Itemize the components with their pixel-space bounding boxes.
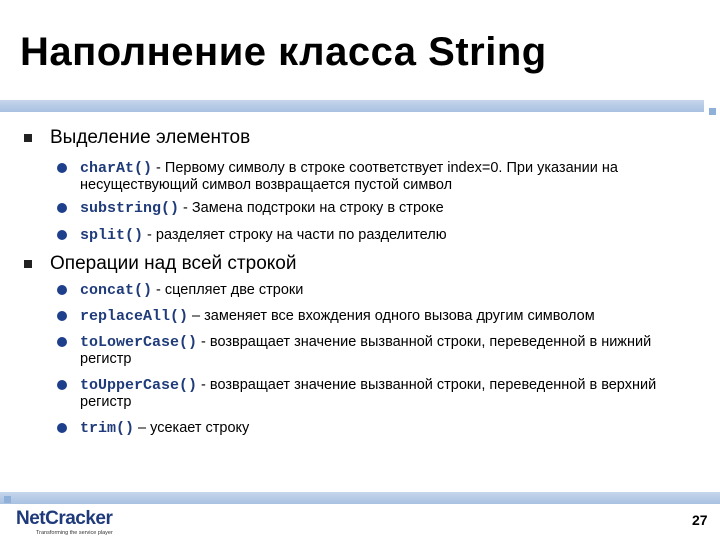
method-name: concat() [80, 282, 153, 299]
method-description: - Замена подстроки на строку в строке [179, 200, 444, 216]
method-name: replaceAll() [80, 308, 189, 325]
method-description: - возвращает значение вызванной строки, переведенной в верхний регистр [80, 377, 657, 410]
section-heading-text: Выделение элементов [50, 127, 251, 148]
method-description: - возвращает значение вызванной строки, переведенной в нижний регистр [80, 334, 652, 367]
round-bullet-icon [57, 311, 67, 321]
method-name: trim() [80, 420, 135, 437]
method-name: split() [80, 227, 144, 244]
method-name: toUpperCase() [80, 377, 198, 394]
round-bullet-icon [57, 163, 67, 173]
square-bullet-icon [24, 134, 32, 142]
method-name: toLowerCase() [80, 334, 198, 351]
slide-title: Наполнение класса String [20, 30, 547, 74]
method-description: – заменяет все вхождения одного вызова другим символом [188, 308, 595, 324]
round-bullet-icon [57, 285, 67, 295]
square-bullet-icon [24, 260, 32, 268]
method-name: charAt() [80, 160, 153, 177]
method-description: – усекает строку [134, 420, 250, 436]
bottom-divider-bar [0, 492, 720, 504]
netcracker-logo [16, 508, 126, 536]
top-divider-dot [709, 108, 716, 115]
logo-tagline: Transforming the service player [36, 530, 113, 536]
method-name: substring() [80, 200, 180, 217]
round-bullet-icon [57, 230, 67, 240]
round-bullet-icon [57, 380, 67, 390]
method-description: - разделяет строку на части по разделителю [143, 227, 447, 243]
round-bullet-icon [57, 337, 67, 347]
method-description: - Первому символу в строке соответствует index=0. При указании на несуществующий символ возвращается пустой символ [80, 160, 618, 193]
section-heading-text: Операции над всей строкой [50, 253, 297, 274]
top-divider-bar [0, 100, 704, 112]
page-number: 27 [692, 512, 708, 528]
round-bullet-icon [57, 203, 67, 213]
round-bullet-icon [57, 423, 67, 433]
method-description: - сцепляет две строки [152, 282, 304, 298]
logo-wordmark: NetCracker [16, 508, 113, 529]
bottom-divider-dot [4, 496, 11, 503]
